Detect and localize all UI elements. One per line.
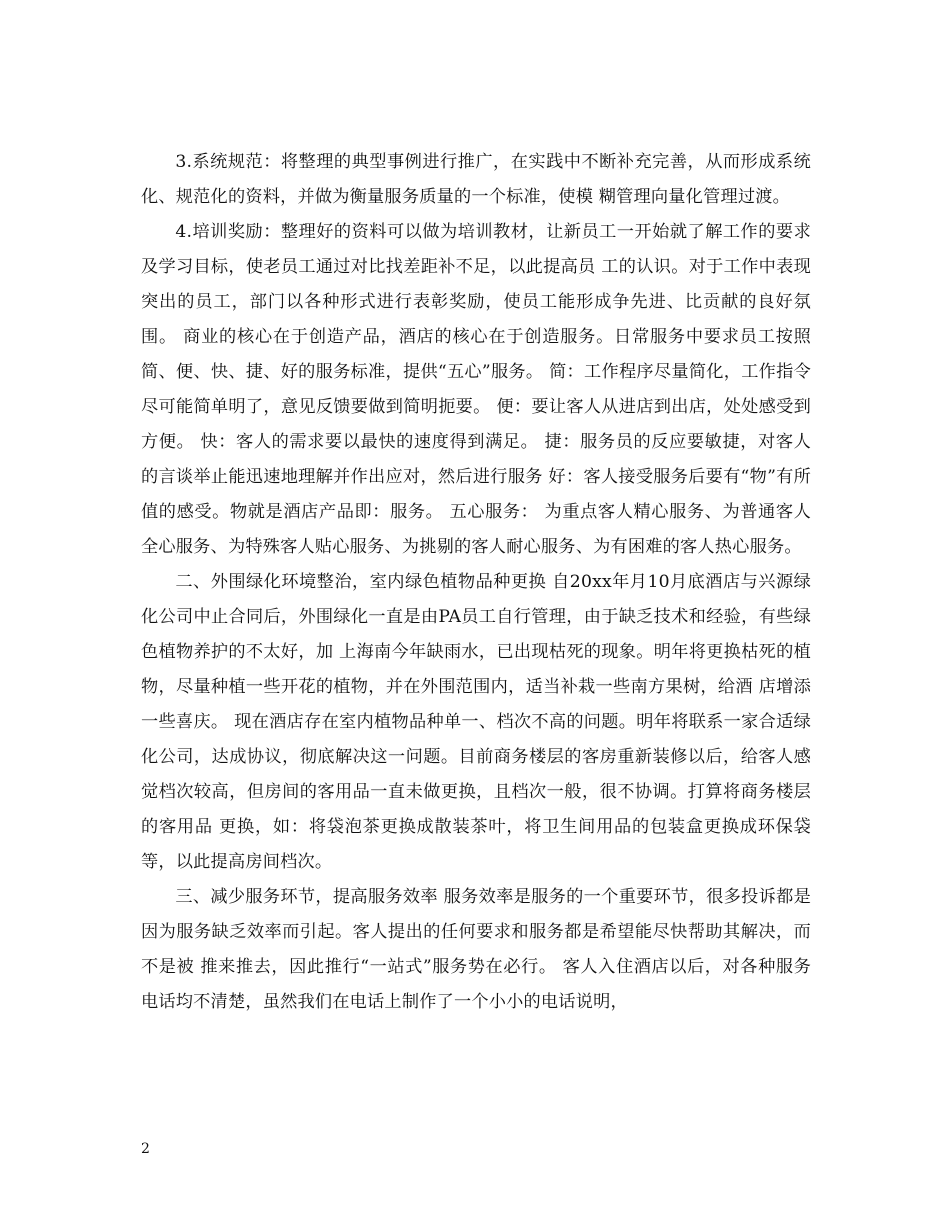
page-number: 2 bbox=[141, 1141, 150, 1157]
paragraph-greening: 二、外围绿化环境整治，室内绿色植物品种更换 自20xx年月10月底酒店与兴源绿化公司中止合同后，外围绿化一直是由PA员工自行管理，由于缺乏技术和经验，有些绿色植物养护的不太好，加 上海南今年缺雨水，已出现枯死的现象。明年将更换枯死的植物，尽量种植一些开花的植物，并在外围范围内，适当补栽一些南方果树，给酒 店增添一些喜庆。 现在酒店存在室内植物品种单一、档次不高的问题。明年将联系一家合适绿化公司，达成协议，彻底解决这一问题。目前商务楼层的客房重新装修以后，给客人感觉档次较高，但房间的客用品一直未做更换，且档次一般，很不协调。打算将商务楼层的客用品 更换，如：将袋泡茶更换成散装茶叶，将卫生间用品的包装盒更换成环保袋等，以此提高房间档次。 bbox=[141, 572, 811, 872]
paragraph-training-reward: 4.培训奖励：整理好的资料可以做为培训教材，让新员工一开始就了解工作的要求及学习目标，使老员工通过对比找差距补不足，以此提高员 工的认识。对于工作中表现突出的员工，部门以各种形式进行表彰奖励，使员工能形成争先进、比贡献的良好氛围。 商业的核心在于创造产品，酒店的核心在于创造服务。日常服务中要求员工按照简、便、快、捷、好的服务标准，提供“五心”服务。 简：工作程序尽量简化，工作指令尽可能简单明了，意见反馈要做到简明扼要。 便：要让客人从进店到出店，处处感受到方便。 快：客人的需求要以最快的速度得到满足。 捷：服务员的反应要敏捷，对客人的言谈举止能迅速地理解并作出应对，然后进行服务 好：客人接受服务后要有“物”有所值的感受。物就是酒店产品即：服务。 五心服务： 为重点客人精心服务、为普通客人全心服务、为特殊客人贴心服务、为挑剔的客人耐心服务、为有困难的客人热心服务。 bbox=[141, 222, 811, 557]
paragraph-service-efficiency: 三、减少服务环节，提高服务效率 服务效率是服务的一个重要环节，很多投诉都是因为服务缺乏效率而引起。客人提出的任何要求和服务都是希望能尽快帮助其解决，而不是被 推来推去，因此推行“一站式”服务势在必行。 客人入住酒店以后，对各种服务电话均不清楚，虽然我们在电话上制作了一个小小的电话说明， bbox=[141, 887, 811, 1012]
paragraph-system-standard: 3.系统规范：将整理的典型事例进行推广，在实践中不断补充完善，从而形成系统化、规范化的资料，并做为衡量服务质量的一个标准，使模 糊管理向量化管理过渡。 bbox=[141, 152, 811, 207]
document-body bbox=[141, 145, 811, 1020]
